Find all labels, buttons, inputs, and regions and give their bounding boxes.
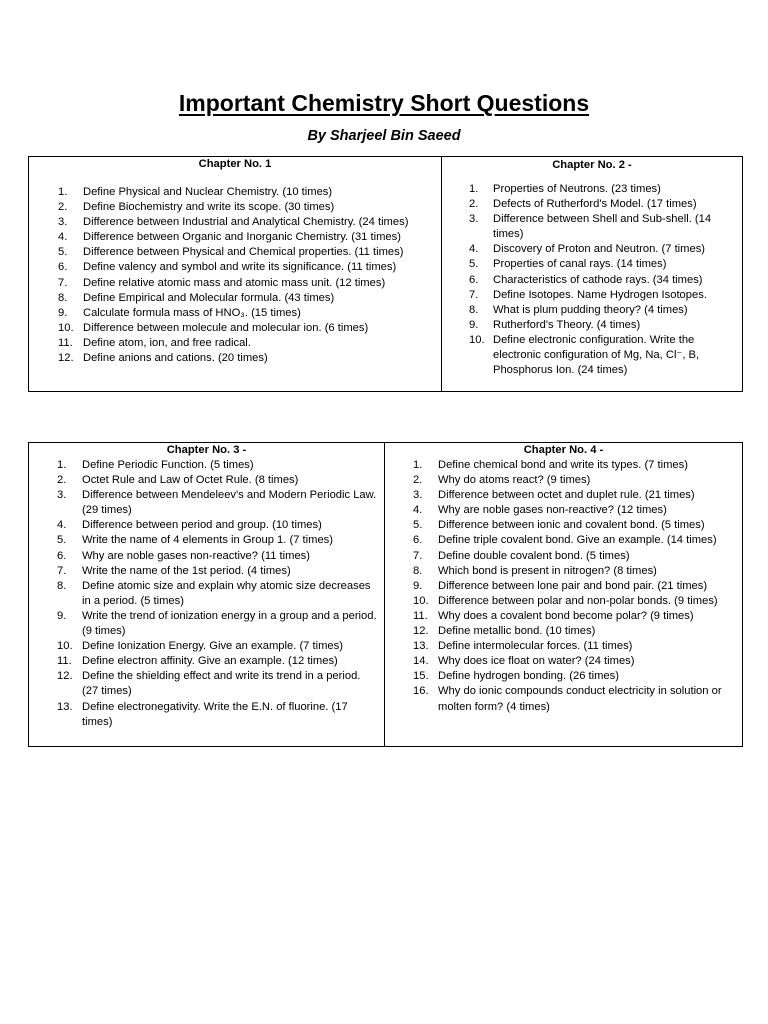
question-item [469,303,734,318]
question-number: 13. [413,640,429,653]
question-text: Why does ice float on water? (24 times) [438,655,635,668]
chapter-3-cell [29,443,385,746]
question-item [58,321,435,336]
question-number: 3. [58,216,68,229]
question-item [413,518,736,533]
question-item [413,458,736,473]
question-number: 6. [57,549,67,562]
question-number: 2. [469,198,479,211]
question-item [58,245,435,260]
question-number: 8. [413,564,423,577]
question-text: Difference between lone pair and bond pair. (21 times) [438,579,708,592]
question-number: 2. [58,201,68,214]
question-item [413,579,736,594]
question-item [57,549,378,564]
question-item [57,473,378,488]
question-text: Define atomic size and explain why atomic size decreases in a period. (5 times) [82,579,371,607]
question-item [413,639,736,654]
question-item [57,533,378,548]
question-item [57,654,378,669]
question-item [58,276,435,291]
question-text: Calculate formula mass of HNO₃. (15 times) [83,306,301,319]
question-item [413,533,736,548]
question-number: 1. [58,186,68,198]
question-number: 10. [58,321,74,334]
question-item [57,518,378,533]
question-number: 2. [413,474,423,487]
question-text: Difference between Organic and Inorganic Chemistry. (31 times) [83,231,401,244]
question-text: Define anions and cations. (20 times) [83,352,268,365]
question-number: 12. [57,670,73,683]
question-number: 1. [57,459,67,471]
question-item [469,318,734,333]
question-item [413,473,736,488]
chapter-4-heading: Chapter No. 4 - [523,444,604,456]
question-number: 7. [58,276,68,289]
question-item [58,351,435,366]
question-item [57,458,378,473]
question-number: 12. [58,352,74,365]
author-line: By Sharjeel Bin Saeed [307,128,461,144]
question-text: Define metallic bond. (10 times) [438,625,596,638]
question-number: 2. [57,474,67,487]
question-number: 4. [58,231,68,244]
chapter-3-questions [29,458,384,730]
question-text: Define Periodic Function. (5 times) [82,459,254,471]
question-text: Define triple covalent bond. Give an example. (14 times) [438,534,717,547]
question-number: 8. [469,303,479,316]
question-text: Define electron affinity. Give an example. (12 times) [82,655,338,668]
question-text: Difference between Industrial and Analytical Chemistry. (24 times) [83,216,409,229]
question-text: Properties of Neutrons. (23 times) [493,183,661,195]
chapter-1-cell [29,157,442,391]
question-number: 8. [57,579,67,592]
question-text: Define Empirical and Molecular formula. (43 times) [83,291,335,304]
question-text: Define double covalent bond. (5 times) [438,549,630,562]
question-item [469,182,734,197]
chapter-2-heading: Chapter No. 2 - [552,159,632,171]
question-text: Difference between polar and non-polar bonds. (9 times) [438,594,718,607]
question-number: 9. [57,609,67,622]
question-number: 5. [58,246,68,259]
question-text: Difference between period and group. (10 times) [82,519,322,532]
question-text: Properties of canal rays. (14 times) [493,258,667,271]
question-item [57,609,378,639]
question-text: Define electronic configuration. Write the electronic configuration of Mg, Na, Cl⁻, B, Phosphorus Ion. (24 times) [493,333,700,377]
question-item [413,669,736,684]
question-number: 3. [413,489,423,502]
question-item [469,333,734,378]
chapters-table-2 [28,442,743,747]
question-item [413,609,736,624]
question-number: 3. [469,213,479,226]
question-text: Define Isotopes. Name Hydrogen Isotopes. [493,288,707,301]
question-text: Difference between molecule and molecular ion. (6 times) [83,321,369,334]
document-title-text: Important Chemistry Short Questions [178,90,590,116]
question-number: 7. [413,549,423,562]
question-text: Difference between Physical and Chemical properties. (11 times) [83,246,404,259]
question-text: What is plum pudding theory? (4 times) [493,303,688,316]
question-number: 13. [57,700,73,713]
question-number: 10. [413,594,429,607]
chapter-4-cell [385,443,742,746]
question-item [58,260,435,275]
question-text: Write the name of 4 elements in Group 1. (7 times) [82,534,333,547]
question-number: 10. [57,640,73,653]
question-number: 16. [413,685,429,698]
question-number: 15. [413,670,429,683]
question-item [57,669,378,699]
question-item [58,336,435,351]
question-text: Why do atoms react? (9 times) [438,474,591,487]
question-number: 10. [469,333,485,346]
question-text: Define atom, ion, and free radical. [83,336,251,349]
question-text: Define electronegativity. Write the E.N. of fluorine. (17 times) [82,700,348,728]
question-text: Write the trend of ionization energy in a group and a period. (9 times) [82,609,377,638]
question-item [413,624,736,639]
question-item [413,488,736,503]
question-number: 1. [469,183,479,195]
question-number: 7. [57,564,67,577]
chapters-table-1 [28,156,743,392]
question-text: Define chemical bond and write its types. (7 times) [438,459,688,471]
question-item [469,273,734,288]
question-number: 7. [469,288,479,301]
chapter-3-heading: Chapter No. 3 - [166,444,247,456]
question-item [58,200,435,215]
question-item [58,215,435,230]
question-text: Define Ionization Energy. Give an example. (7 times) [82,640,343,653]
question-text: Define Biochemistry and write its scope. (30 times) [83,201,335,214]
question-item [413,684,736,714]
question-item [469,212,734,242]
question-item [57,488,378,518]
question-number: 12. [413,625,429,638]
question-text: Defects of Rutherford's Model. (17 times) [493,198,697,211]
question-text: Octet Rule and Law of Octet Rule. (8 times) [82,474,299,487]
question-item [58,306,435,321]
question-text: Define the shielding effect and write its trend in a period. (27 times) [82,670,361,698]
question-text: Define Physical and Nuclear Chemistry. (10 times) [83,186,333,198]
question-number: 4. [413,504,423,517]
question-item [58,185,435,200]
question-number: 5. [469,258,479,271]
question-text: Rutherford's Theory. (4 times) [493,318,641,331]
question-text: Why do ionic compounds conduct electricity in solution or molten form? (4 times) [438,685,722,713]
chapter-2-questions [442,182,742,378]
question-item [413,594,736,609]
question-text: Difference between ionic and covalent bond. (5 times) [438,519,705,532]
question-text: Difference between Shell and Sub-shell. (14 times) [493,213,712,241]
question-number: 9. [469,318,479,331]
question-text: Which bond is present in nitrogen? (8 times) [438,564,657,577]
question-number: 4. [57,519,67,532]
question-item [413,503,736,518]
question-text: Difference between Mendeleev's and Modern Periodic Law. (29 times) [82,489,377,517]
question-text: Why are noble gases non-reactive? (11 times) [82,549,310,562]
question-item [58,230,435,245]
question-number: 4. [469,243,479,256]
question-number: 6. [469,273,479,286]
question-number: 11. [57,655,72,668]
question-text: Why does a covalent bond become polar? (9 times) [438,609,694,622]
document-title [0,88,768,118]
question-item [469,197,734,212]
question-item [57,564,378,579]
question-item [469,257,734,272]
question-number: 9. [58,306,68,319]
question-item [413,654,736,669]
question-item [57,579,378,609]
question-number: 5. [57,534,67,547]
question-number: 11. [58,336,73,349]
question-text: Write the name of the 1st period. (4 times) [82,564,291,577]
question-number: 9. [413,579,423,592]
question-text: Characteristics of cathode rays. (34 times) [493,273,703,286]
question-text: Discovery of Proton and Neutron. (7 times) [493,243,706,256]
chapter-2-cell [442,157,742,391]
question-text: Difference between octet and duplet rule. (21 times) [438,489,695,502]
question-item [413,549,736,564]
question-number: 14. [413,655,429,668]
question-number: 6. [58,261,68,274]
question-text: Define intermolecular forces. (11 times) [438,640,633,653]
question-text: Define relative atomic mass and atomic mass unit. (12 times) [83,276,386,289]
question-text: Define hydrogen bonding. (26 times) [438,670,619,683]
question-number: 1. [413,459,423,471]
question-text: Define valency and symbol and write its significance. (11 times) [83,261,397,274]
chapter-4-questions [385,458,742,715]
question-number: 5. [413,519,423,532]
question-text: Why are noble gases non-reactive? (12 times) [438,504,667,517]
question-item [57,700,378,730]
question-item [58,291,435,306]
question-number: 6. [413,534,423,547]
question-number: 3. [57,489,67,502]
question-item [57,639,378,654]
chapter-1-questions [29,185,441,366]
question-item [413,564,736,579]
question-item [469,242,734,257]
chapter-1-heading: Chapter No. 1 [198,158,272,170]
question-item [469,288,734,303]
question-number: 11. [413,609,428,622]
question-number: 8. [58,291,68,304]
